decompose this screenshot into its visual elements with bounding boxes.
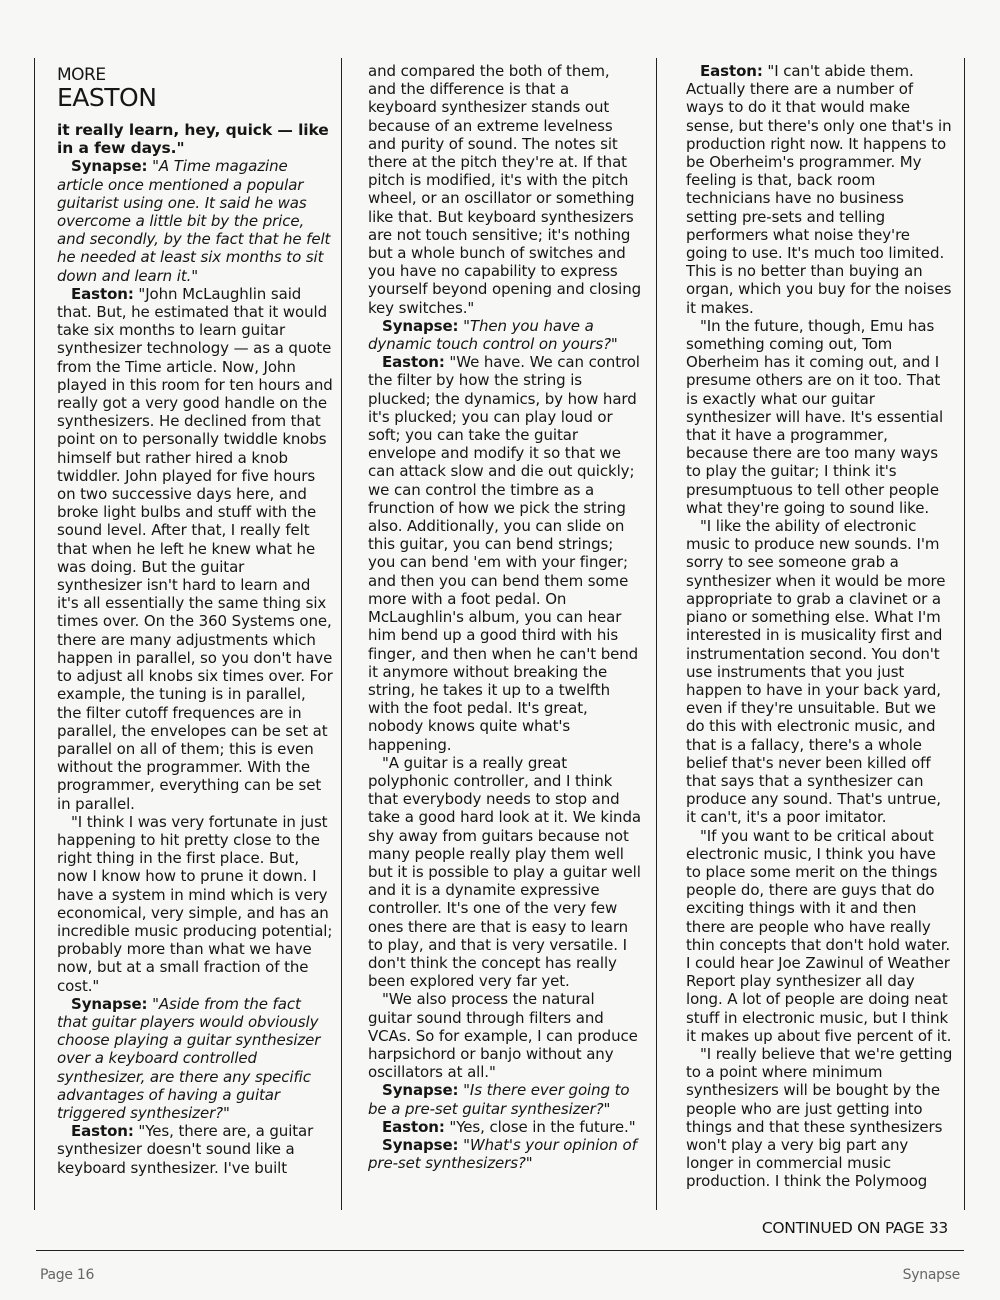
paragraph bbox=[368, 1118, 642, 1136]
paragraph-text: "Is there ever going to be a pre-set guitar synthesizer?" bbox=[368, 1081, 630, 1118]
paragraph bbox=[57, 121, 333, 157]
page-number: Page 16 bbox=[40, 1267, 95, 1283]
paragraph-text: "John McLaughlin said that. But, he estimated that it would take six months to learn guitar synthesizer technology — as a quote from the Time article. Now, John played in this room for ten hours and really got a very good handle on the synthesizers. He declined from that point on to personally twiddle knobs himself but rather hired a knob twiddler. John played for five hours on two successive days here, and broke light bulbs and stuff with the sound level. After that, I really felt that when he left he knew what he was doing. But the guitar synthesizer isn't hard to learn and it's all essentially the same thing six times over. On the 360 Systems one, there are many adjustments which happen in parallel, so you don't have to adjust all knobs six times over. For example, the tuning is in parallel, the filter cutoff frequences are in parallel, the envelopes can be set at parallel on all of them; this is even without the programmer. With the programmer, everything can be set in parallel. bbox=[57, 284, 333, 813]
paragraph bbox=[368, 317, 642, 353]
paragraph-text: "If you want to be critical about electronic music, I think you have to place some merit on the things people do, there are guys that do exciting things with it and then there are people who have really thin concepts that don't hold water. I could hear Joe Zawinul of Weather Report play synthesizer all day long. A lot of people are doing neat stuff in electronic music, but I think it makes up about five percent of it. bbox=[686, 826, 952, 1045]
paragraph bbox=[57, 157, 333, 284]
paragraph bbox=[686, 317, 954, 517]
paragraph-text: "In the future, though, Emu has something coming out, Tom Oberheim has it coming out, and I presume others are on it too. That is exactly what our guitar synthesizer will have. It's essential that it have a programmer, because there are too many ways to play the guitar; I think it's presumptuous to tell other people what they're going to sound like. bbox=[686, 316, 944, 517]
column-3-text bbox=[686, 62, 954, 1191]
column-2-text bbox=[368, 62, 642, 1172]
paragraph bbox=[368, 990, 642, 1081]
magazine-name: Synapse bbox=[902, 1267, 960, 1283]
paragraph bbox=[57, 285, 333, 813]
paragraph-text: it really learn, hey, quick — like in a few days." bbox=[57, 121, 329, 158]
paragraph-text: "A Time magazine article once mentioned a popular guitarist using one. It said he was overcome a little bit by the price, and secondly, by the fact that he felt he needed at least six months to sit down and learn it." bbox=[57, 157, 331, 285]
paragraph bbox=[686, 827, 954, 1045]
speaker-label: Easton: bbox=[71, 284, 134, 303]
paragraph-text: "Then you have a dynamic touch control on yours?" bbox=[368, 316, 618, 354]
paragraph-text: and compared the both of them, and the difference is that a keyboard synthesizer stands out because of an extreme levelness and purity of sound. The notes sit there at the pitch they're at. If that pitch is modified, it's with the pitch wheel, or an oscillator or something like that. But keyboard synthesizers are not touch sensitive; it's nothing but a whole bunch of switches and you have no capability to express yourself beyond opening and closing key switches." bbox=[368, 62, 642, 317]
paragraph-text: "I really believe that we're getting to a point where minimum synthesizers will be bought by the people who are just getting into things and that these synthesizers won't play a very big part any longer in commercial music production. I think the Polymoog bbox=[686, 1044, 953, 1191]
column-divider-left bbox=[34, 58, 35, 1210]
speaker-label: Easton: bbox=[71, 1122, 134, 1141]
paragraph bbox=[57, 995, 333, 1122]
paragraph bbox=[686, 62, 954, 317]
speaker-label: Synapse: bbox=[382, 1081, 459, 1100]
article-column-2 bbox=[368, 62, 642, 1172]
column-divider-1 bbox=[341, 58, 342, 1210]
paragraph-text: "What's your opinion of pre-set synthesizers?" bbox=[368, 1135, 637, 1173]
speaker-label: Easton: bbox=[700, 62, 763, 80]
paragraph bbox=[686, 1045, 954, 1191]
speaker-label: Easton: bbox=[382, 353, 445, 372]
paragraph bbox=[368, 62, 642, 317]
article-column-3 bbox=[686, 62, 954, 1191]
paragraph bbox=[368, 1081, 642, 1117]
paragraph-text: "We also process the natural guitar sound through filters and VCAs. So for example, I can produce harpsichord or banjo without any oscillators at all." bbox=[368, 990, 638, 1082]
paragraph-text: "I think I was very fortunate in just happening to hit pretty close to the right thing in the first place. But, now I know how to prune it down. I have a system in mind which is very economical, very simple, and has an incredible music producing potential; probably more than what we have now, but at a small fraction of the cost." bbox=[57, 812, 333, 995]
paragraph-text: "We have. We can control the filter by how the string is plucked; the dynamics, by how hard it's plucked; you can play loud or soft; you can take the guitar envelope and modify it so that we can attack slow and die out quickly; we can control the timbre as a frunction of how we pick the string also. Additionally, you can slide on this guitar, you can bend strings; you can bend 'em with your finger; and then you can bend them some more with a foot pedal. On McLaughlin's album, you can hear him bend up a good third with his finger, and then when he can't bend it anymore without breaking the string, he takes it up to a twelfth with the foot pedal. It's great, nobody knows quite what's happening. bbox=[368, 353, 640, 754]
paragraph bbox=[57, 813, 333, 995]
speaker-label: Synapse: bbox=[382, 1135, 459, 1154]
paragraph bbox=[57, 1122, 333, 1177]
column-divider-2 bbox=[656, 58, 657, 1210]
paragraph-text: "I can't abide them. Actually there are a number of ways to do it that would make sense, but there's only one that's in production right now. It happens to be Oberheim's programmer. My feeling is that, back room technicians have no business setting pre-sets and telling performers what noise they're going to use. It's much too limited. This is no better than buying an organ, which you buy for the noises it makes. bbox=[686, 62, 952, 317]
paragraph-text: "Yes, close in the future." bbox=[449, 1117, 636, 1136]
article-title: EASTON bbox=[57, 83, 157, 112]
paragraph-text: "I like the ability of electronic music to produce new sounds. I'm sorry to see someone grab a synthesizer when it would be more appropriate to grab a clavinet or a piano or something else. What I'm interested in is musicality first and instrumentation second. You don't use instruments that you just happen to have in your back yard, even if they're unsuitable. But we do this with electronic music, and that is a fallacy, there's a whole belief that's never been killed off that says that a synthesizer can produce any sound. That's untrue, it can't, it's a poor imitator. bbox=[686, 517, 946, 827]
paragraph bbox=[368, 353, 642, 753]
paragraph bbox=[368, 754, 642, 991]
article-column-1 bbox=[57, 62, 333, 1177]
continued-notice: CONTINUED ON PAGE 33 bbox=[761, 1219, 948, 1237]
paragraph-text: "Aside from the fact that guitar players would obviously choose playing a guitar synthesizer over a keyboard controlled synthesizer, are there any specific advantages of having a guitar triggered synthesizer?" bbox=[57, 994, 321, 1122]
kicker: MORE bbox=[57, 65, 106, 85]
paragraph bbox=[368, 1136, 642, 1172]
speaker-label: Synapse: bbox=[71, 994, 148, 1013]
speaker-label: Synapse: bbox=[71, 157, 148, 176]
paragraph bbox=[686, 517, 954, 826]
paragraph-text: "Yes, there are, a guitar synthesizer doesn't sound like a keyboard synthesizer. I've built bbox=[57, 1122, 314, 1177]
column-divider-right bbox=[964, 58, 965, 1210]
speaker-label: Easton: bbox=[382, 1117, 445, 1136]
paragraph-text: "A guitar is a really great polyphonic controller, and I think that everybody needs to stop and take a good hard look at it. We kinda shy away from guitars because not many people really play them well but it is possible to play a guitar well and it is a dynamite expressive controller. It's one of the very few ones there are that is easy to learn to play, and that is very versatile. I don't think the concept has really been explored very far yet. bbox=[368, 753, 641, 991]
column-1-text bbox=[57, 121, 333, 1177]
footer-rule bbox=[36, 1250, 964, 1251]
speaker-label: Synapse: bbox=[382, 316, 459, 335]
